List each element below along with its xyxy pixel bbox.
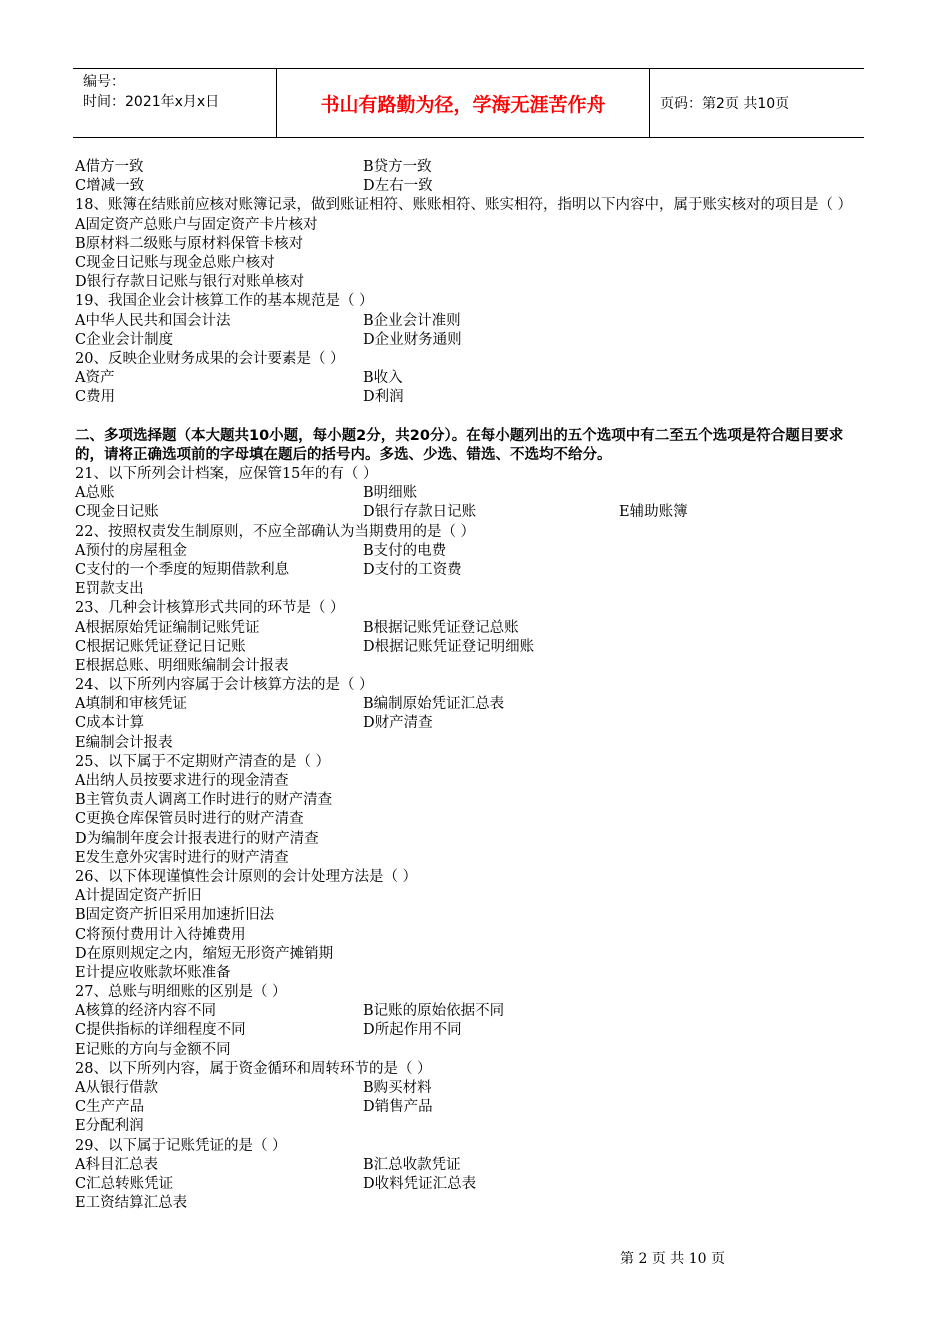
- option: E工资结算汇总表: [75, 1195, 188, 1212]
- option: E罚款支出: [75, 581, 144, 598]
- question-stem: 18、账簿在结账前应核对账簿记录，做到账证相符、账账相符、账实相符，指明以下内容中，属于账实核对的项目是（ ）: [75, 197, 853, 214]
- option: D支付的工资费: [363, 561, 462, 578]
- option: C汇总转账凭证: [75, 1175, 174, 1192]
- option: D根据记账凭证登记明细账: [363, 638, 535, 655]
- option: B固定资产折旧采用加速折旧法: [75, 907, 275, 924]
- option-row: [75, 177, 867, 196]
- option-row: [75, 1175, 867, 1194]
- option: D利润: [363, 389, 404, 406]
- option: B收入: [363, 370, 403, 387]
- option: B记账的原始依据不同: [363, 1003, 505, 1020]
- option-row: [75, 1002, 867, 1021]
- option: C更换仓库保管员时进行的财产清查: [75, 811, 304, 828]
- question-stem: 20、反映企业财务成果的会计要素是（ ）: [75, 350, 345, 367]
- option: D企业财务通则: [363, 331, 462, 348]
- option: A预付的房屋租金: [75, 542, 187, 559]
- option-row: [75, 484, 867, 503]
- question-stem: 26、以下体现谨慎性会计原则的会计处理方法是（ ）: [75, 868, 418, 885]
- section-heading: 二、多项选择题（本大题共10小题，每小题2分，共20分）。在每小题列出的五个选项中有二至五个选项是符合题目要求的，请将正确选项前的字母填在题后的括号内。多选、少选、错选、不选均不给分。: [75, 427, 844, 463]
- option: D销售产品: [363, 1099, 433, 1116]
- option: D银行存款日记账与银行对账单核对: [75, 274, 305, 291]
- option: D为编制年度会计报表进行的财产清查: [75, 830, 319, 847]
- option: D收料凭证汇总表: [363, 1175, 477, 1192]
- option-row: [75, 1021, 867, 1040]
- option: E编制会计报表: [75, 734, 173, 751]
- option: B贷方一致: [363, 159, 432, 175]
- option: A从银行借款: [75, 1080, 158, 1097]
- option-row: [75, 331, 867, 350]
- option: D左右一致: [363, 178, 433, 195]
- document-body: [75, 158, 867, 1213]
- option: A资产: [75, 370, 115, 387]
- option-row: [75, 695, 867, 714]
- option-row: [75, 1098, 867, 1117]
- option: B购买材料: [363, 1080, 432, 1097]
- option-row: [75, 503, 867, 522]
- option: A核算的经济内容不同: [75, 1003, 216, 1020]
- option: A中华人民共和国会计法: [75, 312, 231, 329]
- option: E根据总账、明细账编制会计报表: [75, 657, 289, 674]
- option: B编制原始凭证汇总表: [363, 696, 505, 713]
- question-stem: 25、以下属于不定期财产清查的是（ ）: [75, 753, 331, 770]
- option-row: [75, 638, 867, 657]
- option: C根据记账凭证登记日记账: [75, 638, 246, 655]
- question-stem: 24、以下所列内容属于会计核算方法的是（ ）: [75, 677, 374, 694]
- option-row: [75, 312, 867, 331]
- option: A科目汇总表: [75, 1156, 158, 1173]
- option: D财产清查: [363, 715, 433, 732]
- option: B支付的电费: [363, 542, 447, 559]
- question-stem: 22、按照权责发生制原则，不应全部确认为当期费用的是（ ）: [75, 523, 476, 540]
- option: B原材料二级账与原材料保管卡核对: [75, 235, 304, 252]
- option: A固定资产总账户与固定资产卡片核对: [75, 216, 318, 233]
- option-row: [75, 158, 867, 177]
- question-stem: 28、以下所列内容，属于资金循环和周转环节的是（ ）: [75, 1060, 432, 1077]
- option: E辅助账簿: [619, 504, 688, 521]
- option: C支付的一个季度的短期借款利息: [75, 561, 290, 578]
- page-header: [73, 68, 864, 138]
- option: B企业会计准则: [363, 312, 461, 329]
- header-motto: 书山有路勤为径，学海无涯苦作舟: [276, 69, 650, 137]
- page-footer: 第 2 页 共 10 页: [620, 1251, 725, 1267]
- option: C增减一致: [75, 178, 145, 195]
- question-stem: 19、我国企业会计核算工作的基本规范是（ ）: [75, 293, 374, 310]
- question-stem: 29、以下属于记账凭证的是（ ）: [75, 1137, 287, 1154]
- header-page-label: 页码：第2页 共10页: [660, 96, 790, 112]
- option: B汇总收款凭证: [363, 1156, 461, 1173]
- option-row: [75, 619, 867, 638]
- number-label: 编号：: [83, 74, 125, 90]
- option: E记账的方向与金额不同: [75, 1041, 231, 1058]
- option-row: [75, 561, 867, 580]
- option: C现金日记账: [75, 504, 159, 521]
- option-row: [75, 388, 867, 407]
- question-stem: 23、几种会计核算形式共同的环节是（ ）: [75, 600, 345, 617]
- option-row: [75, 1079, 867, 1098]
- option: A借方一致: [75, 159, 144, 175]
- option: C成本计算: [75, 715, 145, 732]
- option: B明细账: [363, 485, 418, 502]
- option: D银行存款日记账: [363, 504, 477, 521]
- option: D所起作用不同: [363, 1022, 462, 1039]
- question-stem: 21、以下所列会计档案，应保管15年的有（ ）: [75, 466, 378, 483]
- option-row: [75, 714, 867, 733]
- option: B根据记账凭证登记总账: [363, 619, 519, 636]
- option: E发生意外灾害时进行的财产清查: [75, 849, 289, 866]
- option: D在原则规定之内，缩短无形资产摊销期: [75, 945, 334, 962]
- option: A总账: [75, 485, 115, 502]
- option: C将预付费用计入待摊费用: [75, 926, 246, 943]
- time-label: 时间：2021年x月x日: [83, 94, 220, 110]
- option: A出纳人员按要求进行的现金清查: [75, 773, 289, 790]
- option: B主管负责人调离工作时进行的财产清查: [75, 792, 333, 809]
- option: C企业会计制度: [75, 331, 174, 348]
- option: C费用: [75, 389, 116, 406]
- option: C提供指标的详细程度不同: [75, 1022, 246, 1039]
- option: A填制和审核凭证: [75, 696, 187, 713]
- option-row: [75, 1156, 867, 1175]
- option: E分配利润: [75, 1118, 144, 1135]
- option-row: [75, 369, 867, 388]
- option: A计提固定资产折旧: [75, 888, 202, 905]
- option: C现金日记账与现金总账户核对: [75, 254, 275, 271]
- question-stem: 27、总账与明细账的区别是（ ）: [75, 984, 287, 1001]
- option: C生产产品: [75, 1099, 145, 1116]
- option-row: [75, 542, 867, 561]
- header-meta: [73, 69, 276, 137]
- option: E计提应收账款坏账准备: [75, 964, 231, 981]
- option: A根据原始凭证编制记账凭证: [75, 619, 260, 636]
